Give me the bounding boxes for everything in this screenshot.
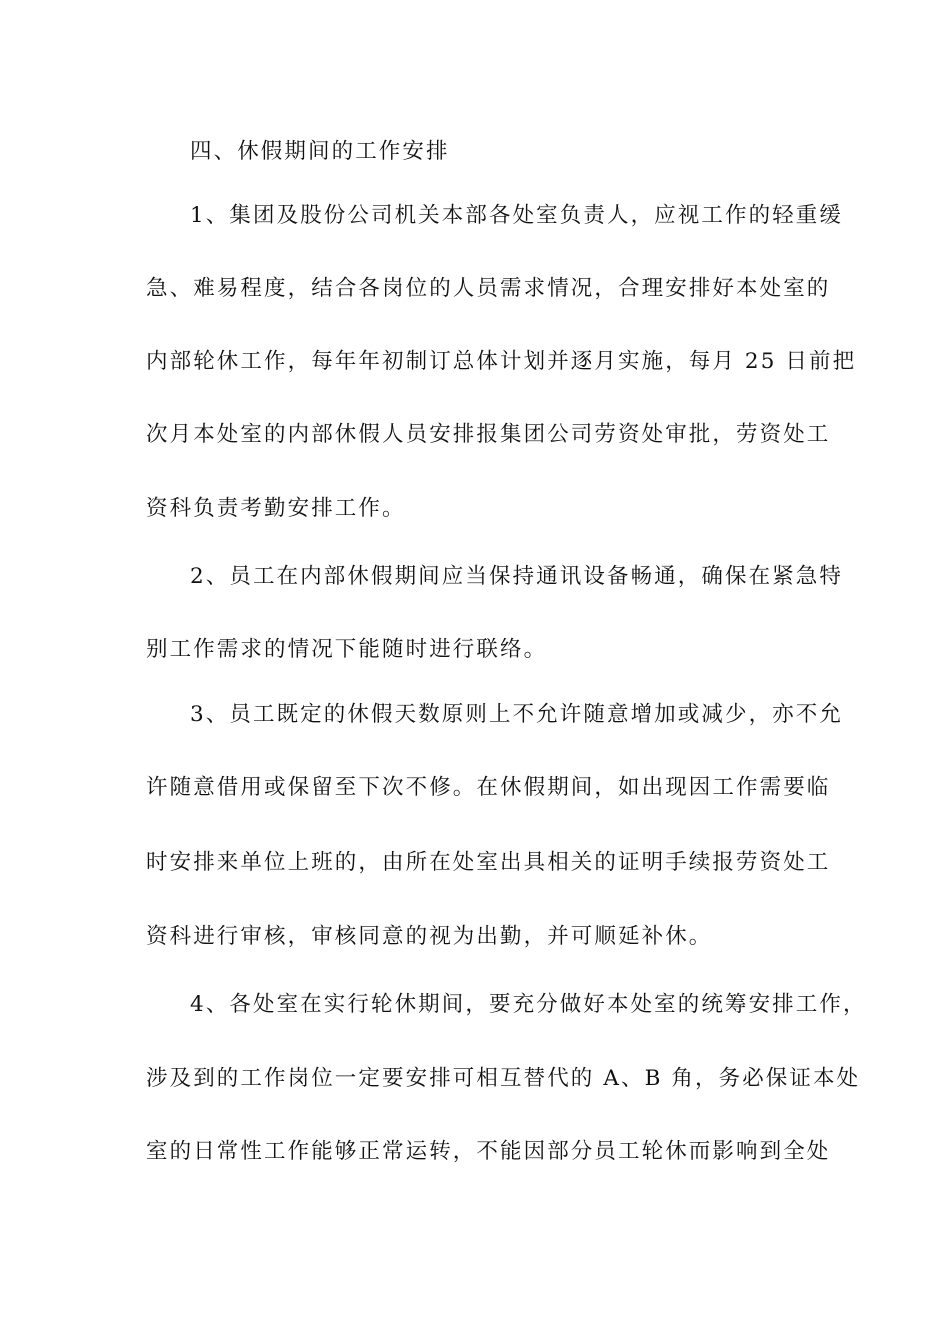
paragraph-line: 1、集团及股份公司机关本部各处室负责人，应视工作的轻重缓	[190, 203, 843, 228]
paragraph-line: 室的日常性工作能够正常运转，不能因部分员工轮休而影响到全处	[146, 1139, 831, 1164]
section-heading: 四、休假期间的工作安排	[190, 139, 450, 164]
paragraph-line: 4、各处室在实行轮休期间，要充分做好本处室的统筹安排工作，	[190, 992, 867, 1017]
paragraph-line: 涉及到的工作岗位一定要安排可相互替代的 A、B 角，务必保证本处	[146, 1066, 861, 1091]
paragraph-line: 3、员工既定的休假天数原则上不允许随意增加或减少，亦不允	[190, 702, 843, 727]
paragraph-line: 次月本处室的内部休假人员安排报集团公司劳资处审批，劳资处工	[146, 422, 831, 447]
paragraph-line: 2、员工在内部休假期间应当保持通讯设备畅通，确保在紧急特	[190, 564, 843, 589]
paragraph-line: 内部轮休工作，每年年初制订总体计划并逐月实施，每月 25 日前把	[146, 349, 857, 374]
paragraph-line: 资科进行审核，审核同意的视为出勤，并可顺延补休。	[146, 924, 713, 949]
paragraph-line: 急、难易程度，结合各岗位的人员需求情况，合理安排好本处室的	[146, 276, 831, 301]
paragraph-line: 别工作需求的情况下能随时进行联络。	[146, 637, 548, 662]
paragraph-line: 资科负责考勤安排工作。	[146, 496, 406, 521]
paragraph-line: 时安排来单位上班的，由所在处室出具相关的证明手续报劳资处工	[146, 850, 831, 875]
paragraph-line: 许随意借用或保留至下次不修。在休假期间，如出现因工作需要临	[146, 775, 831, 800]
